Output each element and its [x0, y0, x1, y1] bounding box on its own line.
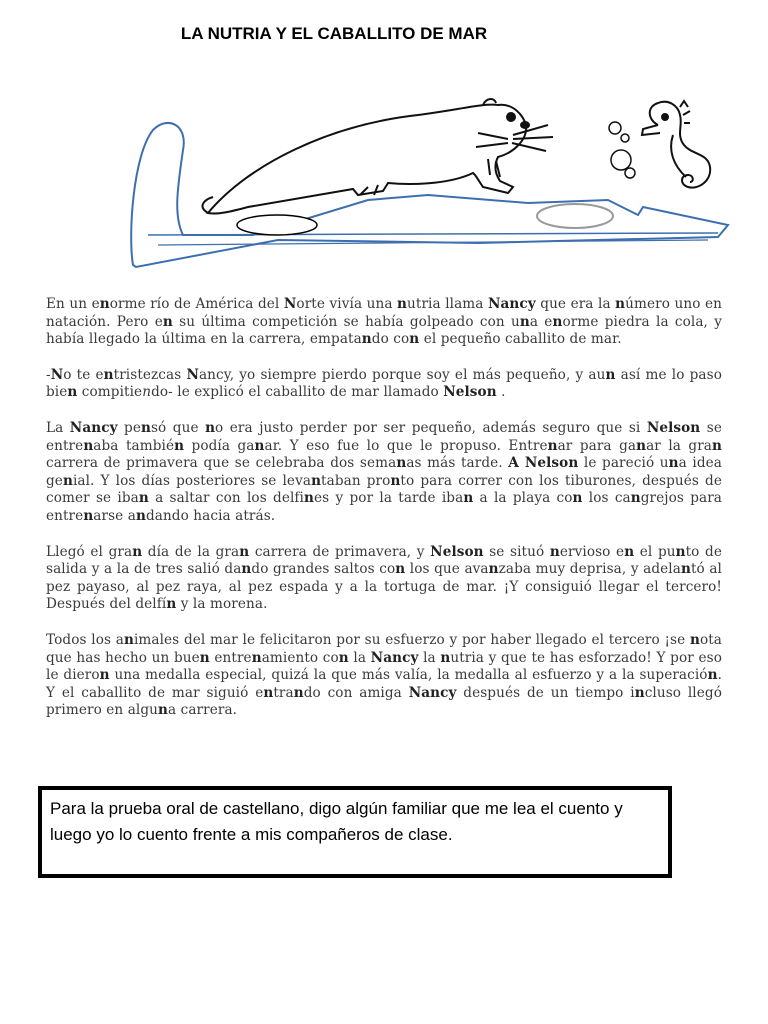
instruction-box: [38, 786, 672, 878]
italic-letter: n: [142, 384, 152, 401]
bold-letter: Nancy: [408, 684, 457, 701]
gray-oval: [537, 204, 613, 228]
bold-letter: Nelson: [443, 384, 497, 401]
bold-letter: n: [712, 437, 722, 454]
water-line: [148, 233, 718, 235]
water-line: [158, 240, 708, 245]
bold-letter: n: [549, 543, 560, 560]
bold-letter: n: [174, 437, 185, 454]
story-paragraph: En un enorme río de América del Norte vivía una nutria llama Nancy que era la número uno en natación. Pero en su última competición se había golpeado con una enorme piedra la cola, y había llegado la última en la carrera, empatando con el pequeño caballito de mar.: [46, 296, 723, 348]
bold-letter: n: [241, 561, 252, 578]
bold-letter: n: [123, 631, 134, 648]
bold-letter: n: [132, 543, 143, 560]
bold-letter: n: [572, 490, 583, 507]
bold-letter: Nancy: [69, 419, 118, 436]
bold-letter: n: [141, 419, 151, 436]
bubble: [625, 168, 635, 178]
bold-letter: n: [103, 366, 114, 383]
bold-letter: n: [62, 472, 73, 489]
bold-letter: n: [239, 543, 250, 560]
bold-letter: n: [636, 437, 647, 454]
otter-seahorse-illustration: [128, 95, 738, 270]
otter-drawing: [203, 99, 553, 213]
bold-letter: Nelson: [430, 543, 484, 560]
bold-letter: n: [547, 437, 558, 454]
bold-letter: n: [158, 702, 168, 719]
story-paragraph: Todos los animales del mar le felicitaron por su esfuerzo y por haber llegado el tercero ¡se nota que has hecho un buen entrenamiento con la Nancy la nutria y que te has esforzado! Y por eso le dieron una medalla especial, quizá la que más valía, la medalla al esfuerzo y a la superación. Y el caballito de mar siguió entrando con amiga Nancy después de un tiempo incluso llegó primero en alguna carrera.: [46, 631, 722, 719]
page-title: LA NUTRIA Y EL CABALLITO DE MAR: [180, 24, 488, 43]
bold-letter: n: [205, 419, 216, 436]
story-text: [46, 296, 722, 738]
bold-letter: n: [519, 313, 530, 330]
story-paragraph: La Nancy pensó que no era justo perder por ser pequeño, además seguro que si Nelson se entrenaba también podía ganar. Y eso fue lo que le propuso. Entrenar para ganar la gran carrera de primavera que se celebraba dos semanas más tarde. A Nelson le pareció una idea genial. Y los días posteriores se levantaban pronto para correr con los tiburones, después de comer se iban a saltar con los delfines y por la tarde iban a la playa con los cangrejos para entrenarse andando hacia atrás.: [46, 419, 723, 524]
bold-letter: n: [135, 507, 146, 524]
bold-letter: n: [304, 490, 314, 507]
bold-letter: n: [624, 543, 635, 560]
bold-letter: n: [263, 684, 274, 701]
bold-letter: n: [397, 296, 408, 312]
bold-letter: n: [67, 384, 78, 401]
bold-letter: n: [99, 667, 110, 684]
bubble: [621, 134, 629, 142]
bold-letter: n: [409, 331, 420, 348]
bold-letter: n: [680, 561, 691, 578]
bold-letter: n: [138, 490, 149, 507]
bold-letter: n: [440, 649, 451, 666]
bold-letter: n: [162, 313, 173, 330]
instruction-text: Para la prueba oral de castellano, digo algún familiar que me lea el cuento y luego yo lo cuento frente a mis compañeros de clase.: [50, 799, 623, 844]
seahorse-drawing: [642, 101, 710, 188]
bold-letter: N: [186, 366, 199, 383]
bold-letter: n: [83, 437, 94, 454]
bold-letter: n: [338, 649, 349, 666]
bubble: [611, 150, 631, 170]
black-oval: [237, 215, 317, 235]
bold-letter: n: [361, 331, 372, 348]
bold-letter: Nancy: [370, 649, 419, 666]
bold-letter: n: [390, 472, 401, 489]
bold-letter: A Nelson: [508, 455, 579, 472]
bold-letter: n: [251, 649, 262, 666]
bold-letter: n: [83, 507, 94, 524]
bold-letter: n: [488, 561, 499, 578]
bold-letter: n: [199, 649, 210, 666]
bold-letter: n: [552, 313, 563, 330]
bold-letter: Nancy: [487, 296, 536, 312]
bold-letter: n: [689, 631, 700, 648]
bold-letter: n: [634, 684, 645, 701]
bold-letter: n: [396, 455, 407, 472]
bold-letter: n: [254, 437, 265, 454]
bubble: [609, 122, 621, 134]
bold-letter: n: [675, 543, 686, 560]
water-wave: [131, 123, 728, 267]
bold-letter: n: [668, 455, 679, 472]
bold-letter: n: [293, 684, 304, 701]
bold-letter: N: [50, 366, 64, 383]
bold-letter: n: [463, 490, 474, 507]
bold-letter: n: [311, 472, 322, 489]
bold-letter: n: [605, 366, 616, 383]
bold-letter: n: [99, 296, 110, 312]
bold-letter: n: [166, 596, 177, 613]
bold-letter: Nelson: [646, 419, 701, 436]
bold-letter: n: [707, 667, 718, 684]
bold-letter: n: [630, 490, 641, 507]
story-paragraph: Llegó el gran día de la gran carrera de primavera, y Nelson se situó nervioso en el punto de salida y a la de tres salió dando grandes saltos con los que avanzaba muy deprisa, y adelantó al pez payaso, al pez raya, al pez espada y a la tortuga de mar. ¡Y consiguió llegar el tercero! Después del delfín y la morena.: [46, 543, 722, 613]
bold-letter: n: [615, 296, 626, 312]
story-paragraph: -No te entristezcas Nancy, yo siempre pierdo porque soy el más pequeño, y aun así me lo paso bien compitiendo- le explicó el caballito de mar llamado Nelson .: [46, 366, 722, 401]
bold-letter: n: [395, 561, 406, 578]
bold-letter: N: [283, 296, 297, 312]
